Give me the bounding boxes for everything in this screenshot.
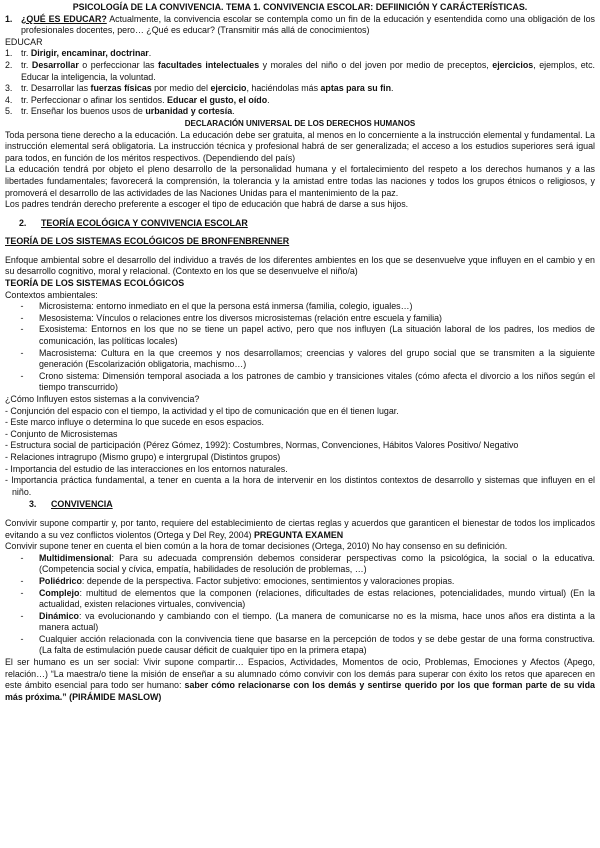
- list-item: - Multidimensional: Para su adecuada comprensión debemos considerar perspectivas como la psicológica, la social o la educativa. (Competencia social y cívica, empatía, habilidades de resolución de problemas, …): [20, 552, 595, 575]
- list-item: - Cualquier acción relacionada con la convivencia tiene que basarse en la percepción de todos y se debe gestar de una forma constructiva. (La falta de estimulación puede causar déficit de cualquier tipo en la primera etapa): [20, 633, 595, 656]
- section-3-heading: 3. CONVIVENCIA: [29, 499, 113, 510]
- list-item: - Mesosistema: Vínculos o relaciones entre los diversos microsistemas (relación entre escuela y familia): [20, 312, 442, 323]
- list-item: - Macrosistema: Cultura en la que creemos y nos desarrollamos; creencias y valores del grupo social que se transmiten a la siguiente generación (Escolarización obligatoria, machismo…): [20, 347, 595, 370]
- list-item: - Exosistema: Entornos en los que no se tiene un papel activo, pero que nos influyen (La situación laboral de los padres, los medios de comunicación, las políticas locales): [20, 324, 595, 347]
- declaration-heading: DECLARACIÓN UNIVERSAL DE LOS DERECHOS HUMANOS: [184, 118, 416, 128]
- page-title: PSICOLOGÍA DE LA CONVIVENCIA. TEMA 1. CONVIVENCIA ESCOLAR: DEFIINICIÓN Y CARÁCTERÍSTICAS.: [72, 2, 528, 12]
- definition-item: 1. tr. Dirigir, encaminar, doctrinar.: [5, 48, 152, 59]
- exam-note: PREGUNTA EXAMEN: [253, 529, 344, 540]
- list-item: - Conjunción del espacio con el tiempo, la actividad y el tipo de comunicación que en él tienen lugar.: [5, 405, 399, 416]
- list-item: - Este marco influye o determina lo que sucede en esos espacios.: [5, 417, 264, 428]
- list-item: - Importancia del estudio de las interacciones en los entornos naturales.: [5, 463, 288, 474]
- paragraph: Convivir supone tener en cuenta el bien común a la hora de tomar decisiones (Ortega, 2010) No hay consenso en su definición.: [5, 541, 508, 552]
- section-number: 1.: [5, 13, 13, 24]
- list-item: - Microsistema: entorno inmediato en el que la persona está inmersa (familia, colegio, iguales…): [20, 301, 413, 312]
- paragraph: Convivir supone compartir y, por tanto, requiere del establecimiento de ciertas reglas y acuerdos que garanticen el bienestar de todos los implicados evitando a su vez conflictos violentos (Ortega y Del Rey, 2004) PREGUNTA EXAMEN: [5, 517, 595, 540]
- list-item: - Estructura social de participación (Pérez Gómez, 1992): Costumbres, Normas, Convenciones, Hábitos Valores Positivo/ Negativo: [5, 440, 519, 451]
- list-item: - Relaciones intragrupo (Mismo grupo) e intergrupal (Distintos grupos): [5, 451, 281, 462]
- section-question: ¿QUÉ ES EDUCAR?: [21, 13, 107, 24]
- question-line: ¿Cómo Influyen estos sistemas a la convivencia?: [5, 394, 200, 404]
- subheading: TEORÍA DE LOS SISTEMAS ECOLÓGICOS DE BRONFENBRENNER: [5, 236, 290, 247]
- definition-item: 5. tr. Enseñar los buenos usos de urbanidad y cortesía.: [5, 106, 235, 117]
- section-1: [5, 14, 595, 37]
- definition-item: 3. tr. Desarrollar las fuerzas físicas por medio del ejercicio, haciéndolas más aptas para su fin.: [5, 83, 394, 94]
- section-text: Actualmente, la convivencia escolar se contempla como un fin de la educación y esentendida como una obligación de los profesionales docentes, pero… ¿Qué es educar? (Transmitir más allá de conocimientos): [21, 13, 595, 36]
- list-item: - Poliédrico: depende de la perspectiva. Factor subjetivo: emociones, sentimientos y valoraciones propias.: [20, 575, 455, 586]
- list-item: - Complejo: multitud de elementos que la componen (relaciones, dificultades de estas relaciones, potencialidades, mundo virtual) (En la actualidad, existen relaciones virtuales, convivencia): [20, 587, 595, 610]
- context-label: Contextos ambientales:: [5, 289, 98, 300]
- list-item: - Crono sistema: Dimensión temporal asociada a los patrones de cambio y transiciones vitales (cómo afecta el divorcio a los niños según el tiempo transcurrido): [20, 370, 595, 393]
- paragraph: El ser humano es un ser social: Vivir supone compartir… Espacios, Actividades, Momentos de ocio, Problemas, Emociones y Afectos (Apego, relación…) “La maestra/o tiene la misión de enseñar a su alumnado cómo convivir con los demás para superar con éxito los retos que aparecen en este ámbito esencial para todo ser humano: saber cómo relacionarse con los demás y sentirse querido por los que forman parte de su vida más próxima.” (PIRÁMIDE MASLOW): [5, 657, 595, 702]
- list-item: - Importancia práctica fundamental, a tener en cuenta a la hora de intervenir en los distintos contextos de desarrollo y sistemas que influyen en el niño.: [5, 475, 595, 497]
- paragraph: Enfoque ambiental sobre el desarrollo del individuo a través de los diferentes ambientes en los que se desenvuelve yque influyen en el cambio y en su desarrollo cognitivo, moral y relacional. (Contexto en los que se desenvuelve el niño/a): [5, 254, 595, 277]
- section-2-heading: 2. TEORÍA ECOLÓGICA Y CONVIVENCIA ESCOLAR: [19, 217, 248, 228]
- list-item: - Dinámico: va evolucionando y cambiando con el tiempo. (La manera de comunicarse no es la misma, hace unos años era distinta a la manera actual): [20, 610, 595, 633]
- paragraph: Toda persona tiene derecho a la educación. La educación debe ser gratuita, al menos en lo concerniente a la instrucción elemental y fundamental. La instrucción elemental será obligatoria. La instrucción técnica y profesional habrá de ser generalizada; el acceso a los estudios superiores será igual para todos, en función de los méritos respectivos. (Dependiendo del país): [5, 129, 595, 163]
- definition-item: 4. tr. Perfeccionar o afinar los sentidos. Educar el gusto, el oído.: [5, 94, 270, 105]
- paragraph: Los padres tendrán derecho preferente a escoger el tipo de educación que habrá de darse a sus hijos.: [5, 199, 409, 210]
- definition-item: 2. tr. Desarrollar o perfeccionar las facultades intelectuales y morales del niño o del joven por medio de preceptos, ejercicios, ejemplos, etc. Educar la inteligencia, la voluntad.: [5, 59, 596, 82]
- document-page: [5, 2, 595, 703]
- subheading: TEORÍA DE LOS SISTEMAS ECOLÓGICOS: [5, 278, 185, 289]
- educar-heading: EDUCAR: [5, 36, 43, 47]
- paragraph: La educación tendrá por objeto el pleno desarrollo de la personalidad humana y el fortalecimiento del respeto a los derechos humanos y a las libertades fundamentales; favorecerá la comprensión, la tolerancia y la amistad entre todas las naciones y todos los grupos étnicos o religiosos, y promoverá el desarrollo de las actividades de las Naciones Unidas para el mantenimiento de la paz.: [5, 164, 595, 198]
- list-item: - Conjunto de Microsistemas: [5, 428, 118, 439]
